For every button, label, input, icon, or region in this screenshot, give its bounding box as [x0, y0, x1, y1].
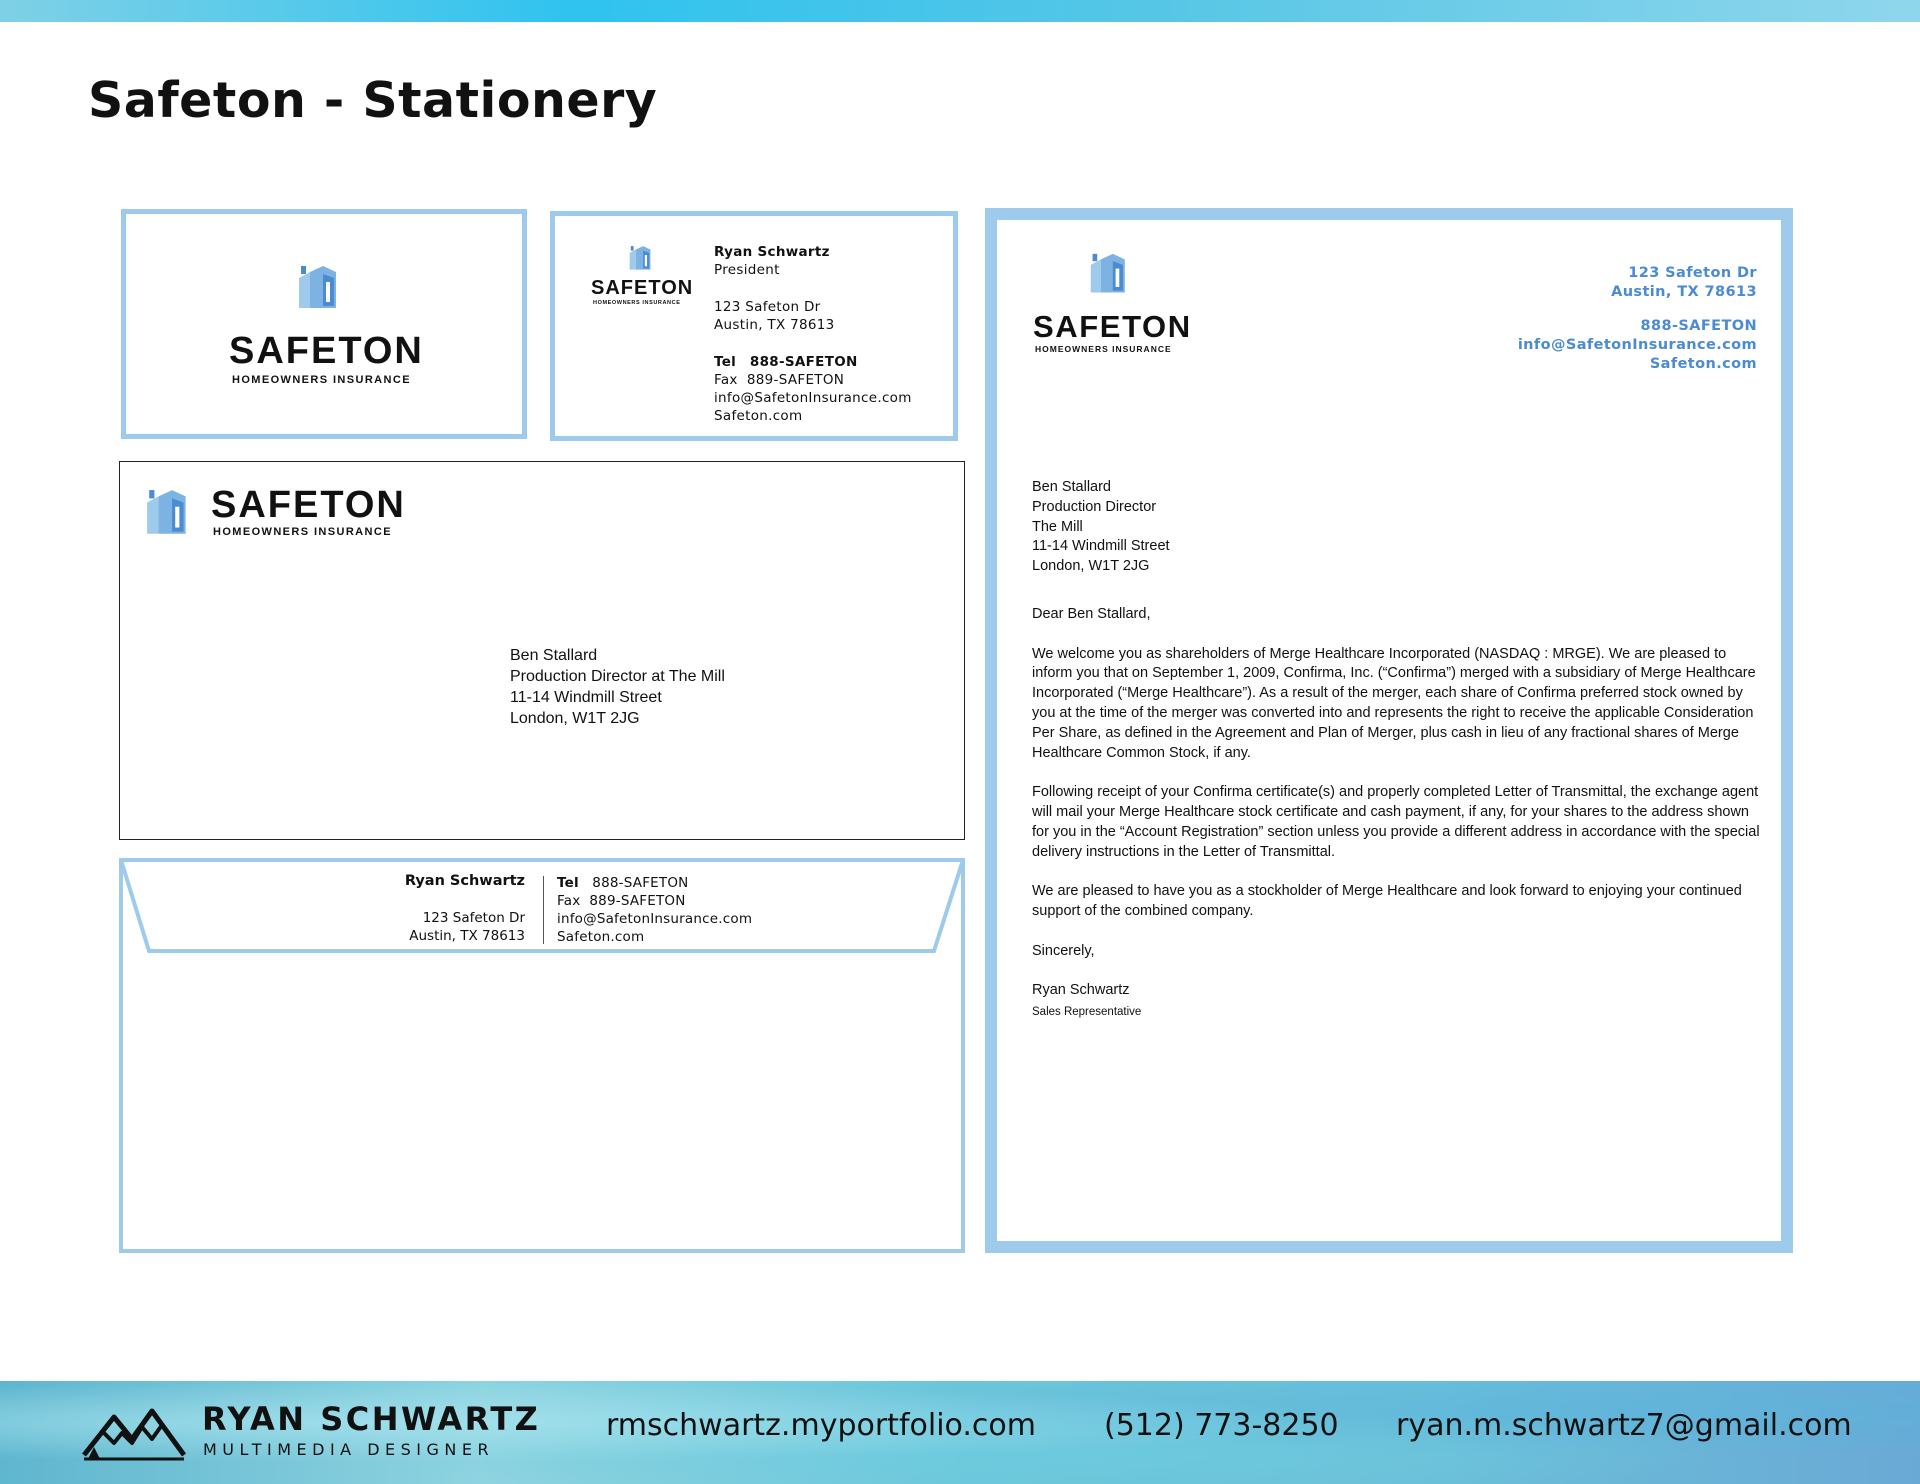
recipient-line: 11-14 Windmill Street [510, 689, 662, 706]
recipient-line: London, W1T 2JG [510, 710, 640, 727]
card-fax: Fax 889-SAFETON [714, 372, 845, 388]
sender-address-line1: 123 Safeton Dr [1628, 265, 1757, 281]
sender-email: info@SafetonInsurance.com [1517, 337, 1757, 353]
return-email: info@SafetonInsurance.com [557, 911, 753, 927]
letterhead-sender-info [1518, 264, 1757, 374]
envelope-flap [119, 858, 965, 958]
sender-address-line2: Austin, TX 78613 [1611, 284, 1757, 300]
footer-designer-name: RYAN SCHWARTZ [202, 1400, 541, 1438]
safeton-logo-small [555, 216, 705, 316]
house-shield-icon [296, 264, 346, 314]
letter-paragraph: We welcome you as shareholders of Merge Healthcare Incorporated (NASDAQ : MRGE). We are pleased to inform you that on September 1, 2009, Confirma, Inc. (“Confirma”) merged with a subsidiary of Merge Healthcare Incorporated (“Merge Healthcare”). As a result of the merger, each share of Confirma preferred stock owned by you at the time of the merger was converted into and represents the right to receive the applicable Consideration Per Share, as defined in the Agreement and Plan of Merger, plus cash in lieu of any fractional shares of Merge Healthcare Common Stock, if any. [1032, 645, 1756, 761]
footer-designer-title: MULTIMEDIA DESIGNER [203, 1440, 495, 1459]
envelope-back [119, 858, 965, 1253]
page-title: Safeton - Stationery [88, 72, 658, 129]
letter-recipient-line: 11-14 Windmill Street [1032, 538, 1170, 555]
house-shield-icon [628, 245, 656, 273]
letter-recipient-line: London, W1T 2JG [1032, 558, 1150, 575]
letter-paragraph: Following receipt of your Confirma certificate(s) and properly completed Letter of Transmittal, the exchange agent will mail your Merge Healthcare stock certificate and cash payment, if any, for your shares to the address shown for you in the “Account Registration” section unless you provide a different address in accordance with the special delivery instructions in the Letter of Transmittal. [1032, 784, 1760, 860]
card-address-line1: 123 Safeton Dr [714, 299, 821, 315]
card-contact-info [714, 243, 912, 425]
safeton-logo-envelope [120, 462, 420, 552]
envelope-recipient-address [510, 645, 725, 729]
envelope-front [119, 461, 965, 840]
return-divider [543, 876, 544, 944]
card-website: Safeton.com [714, 408, 803, 424]
return-name: Ryan Schwartz [404, 873, 525, 889]
letter-body [1032, 478, 1767, 1043]
logo-brand-name: SAFETON [211, 484, 406, 526]
footer-email-link[interactable]: ryan.m.schwartz7@gmail.com [1396, 1408, 1852, 1443]
return-address-line2: Austin, TX 78613 [409, 928, 525, 944]
letter-recipient-line: Production Director [1032, 498, 1157, 515]
letter-signature-title: Sales Representative [1032, 1005, 1142, 1018]
letterhead [985, 208, 1793, 1253]
return-address-line1: 123 Safeton Dr [422, 910, 525, 926]
logo-tagline: HOMEOWNERS INSURANCE [1035, 344, 1172, 354]
return-tel: Tel 888-SAFETON [557, 875, 689, 891]
logo-brand-name: SAFETON [229, 330, 424, 372]
house-shield-icon [1088, 252, 1134, 298]
top-gradient-bar [0, 0, 1920, 22]
logo-tagline: HOMEOWNERS INSURANCE [232, 374, 411, 386]
sender-website: Safeton.com [1649, 356, 1757, 372]
house-shield-icon [144, 488, 196, 540]
letter-recipient [1032, 478, 1767, 577]
return-fax: Fax 889-SAFETON [557, 893, 686, 909]
recipient-line: Ben Stallard [510, 647, 598, 664]
letter-recipient-line: Ben Stallard [1032, 479, 1111, 495]
footer-website-link[interactable]: rmschwartz.myportfolio.com [606, 1408, 1036, 1443]
footer-phone[interactable]: (512) 773-8250 [1104, 1408, 1339, 1443]
logo-tagline: HOMEOWNERS INSURANCE [593, 300, 681, 306]
card-title: President [714, 262, 780, 278]
logo-brand-name: SAFETON [1033, 309, 1192, 344]
sender-phone: 888-SAFETON [1640, 318, 1757, 334]
letter-signature-name: Ryan Schwartz [1032, 982, 1130, 999]
recipient-line: Production Director at The Mill [510, 668, 725, 685]
card-email: info@SafetonInsurance.com [714, 390, 912, 406]
card-name: Ryan Schwartz [714, 244, 830, 260]
card-tel: Tel 888-SAFETON [714, 354, 858, 370]
logo-tagline: HOMEOWNERS INSURANCE [213, 526, 392, 538]
card-address-line2: Austin, TX 78613 [714, 317, 835, 333]
letter-paragraph: We are pleased to have you as a stockholder of Merge Healthcare and look forward to enjoying your continued support of the combined company. [1032, 883, 1742, 919]
letter-recipient-line: The Mill [1032, 518, 1083, 535]
return-address [409, 909, 525, 945]
safeton-logo [126, 214, 522, 434]
return-website: Safeton.com [557, 929, 645, 945]
safeton-logo-letterhead [997, 220, 1197, 354]
mountain-logo-icon [80, 1403, 190, 1463]
return-contact [557, 874, 752, 946]
business-card-front [121, 209, 527, 439]
letter-salutation: Dear Ben Stallard, [1032, 605, 1151, 622]
portfolio-footer [0, 1381, 1920, 1484]
business-card-back [550, 211, 958, 441]
letter-closing: Sincerely, [1032, 942, 1095, 959]
logo-brand-name: SAFETON [591, 277, 694, 299]
